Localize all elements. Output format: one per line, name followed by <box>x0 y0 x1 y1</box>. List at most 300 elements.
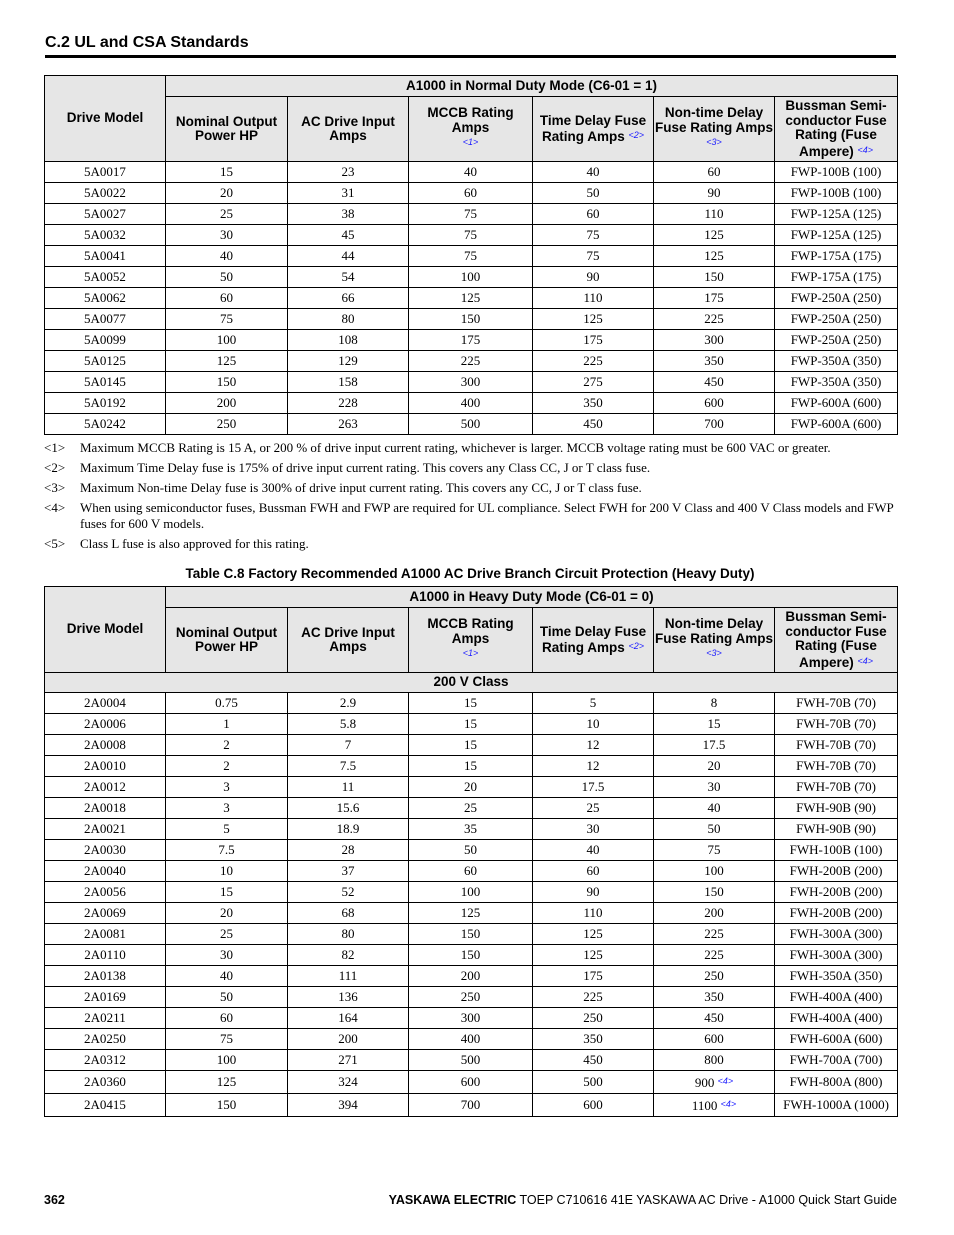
cell-value: FWH-700A (700) <box>789 1052 883 1067</box>
cell-value: 2 <box>223 737 230 752</box>
cell-value: 25 <box>586 800 600 815</box>
table-cell <box>654 1071 775 1094</box>
cell-value: 75 <box>464 227 477 242</box>
table-cell <box>288 714 409 735</box>
cell-value: 35 <box>464 821 477 836</box>
cell-value: 60 <box>464 863 477 878</box>
table-cell <box>288 288 409 309</box>
table-cell <box>166 1071 288 1094</box>
table-cell <box>775 393 898 414</box>
cell-value: 60 <box>707 164 721 179</box>
table-cell <box>166 945 288 966</box>
cell-value: 31 <box>341 185 355 200</box>
footnote-ref-link[interactable]: <3> <box>706 648 722 659</box>
cell-value: 60 <box>464 185 477 200</box>
table-cell <box>654 225 775 246</box>
table-cell <box>409 840 533 861</box>
table-cell <box>166 393 288 414</box>
cell-value: FWH-70B (70) <box>796 737 876 752</box>
table-cell <box>288 819 409 840</box>
cell-value: 54 <box>341 269 355 284</box>
cell-value: 3 <box>223 779 230 794</box>
cell-value: FWP-175A (175) <box>790 248 882 263</box>
cell-value: 164 <box>338 1010 358 1025</box>
header-nominal-output: Nominal Output Power HP <box>166 608 288 673</box>
cell-value: 75 <box>464 206 477 221</box>
table-cell <box>533 987 654 1008</box>
cell-value: 30 <box>220 227 233 242</box>
normal-duty-table-body <box>45 162 898 435</box>
table-cell <box>45 1094 166 1117</box>
footnote-ref-link[interactable]: <1> <box>462 137 479 148</box>
table-row <box>45 756 898 777</box>
table-cell <box>288 1008 409 1029</box>
table-cell <box>775 225 898 246</box>
cell-value: FWP-250A (250) <box>790 332 882 347</box>
table-cell <box>45 903 166 924</box>
table-cell <box>533 882 654 903</box>
cell-value: 300 <box>460 374 481 389</box>
cell-value: 600 <box>460 1074 481 1089</box>
cell-value: 150 <box>460 926 481 941</box>
table-cell <box>166 756 288 777</box>
table-cell <box>45 714 166 735</box>
table-cell <box>166 798 288 819</box>
table-caption: Table C.8 Factory Recommended A1000 AC Drive Branch Circuit Protection (Heavy Duty) <box>185 566 755 581</box>
cell-value: 5 <box>223 821 230 836</box>
header-nominal-output: Nominal Output Power HP <box>166 97 288 162</box>
cell-value: 2A0010 <box>84 758 126 773</box>
cell-value: 20 <box>220 905 233 920</box>
table-cell <box>45 246 166 267</box>
table-row <box>45 330 898 351</box>
table-cell <box>775 714 898 735</box>
footnote-ref-link[interactable]: <1> <box>462 648 479 659</box>
table-cell <box>166 693 288 714</box>
table-cell <box>775 288 898 309</box>
cell-value: 5A0032 <box>84 227 126 242</box>
cell-value: FWP-250A (250) <box>790 311 882 326</box>
table-row <box>45 819 898 840</box>
cell-value: 10 <box>220 863 233 878</box>
footnote-ref-link[interactable]: <4> <box>720 1099 737 1109</box>
cell-value: 5A0125 <box>84 353 126 368</box>
table-cell <box>45 288 166 309</box>
header-ac-input: AC Drive Input Amps <box>288 608 409 673</box>
table-cell <box>45 267 166 288</box>
table-cell <box>775 777 898 798</box>
header-drive-model: Drive Model <box>45 76 166 162</box>
table-cell <box>45 330 166 351</box>
cell-value: 400 <box>460 1031 481 1046</box>
table-cell <box>409 1094 533 1117</box>
footnote-ref-link[interactable]: <4> <box>857 655 874 666</box>
cell-value: 40 <box>586 842 600 857</box>
header-time-delay-label: Time Delay Fuse Rating Amps <box>539 623 647 655</box>
cell-value: FWH-800A (800) <box>789 1074 883 1089</box>
footnote <box>44 460 900 476</box>
cell-value: 150 <box>704 884 724 899</box>
table-cell <box>409 987 533 1008</box>
table-cell <box>654 903 775 924</box>
cell-value: 2A0021 <box>84 821 126 836</box>
table-cell <box>166 351 288 372</box>
cell-value: 15 <box>464 737 477 752</box>
table-cell <box>288 777 409 798</box>
table-cell <box>533 840 654 861</box>
table-cell <box>45 1029 166 1050</box>
table-row <box>45 183 898 204</box>
table-row <box>45 267 898 288</box>
table-cell <box>166 183 288 204</box>
cell-value: FWH-70B (70) <box>796 779 876 794</box>
header-mccb <box>409 608 533 673</box>
table-row <box>45 882 898 903</box>
cell-value: 500 <box>583 1074 603 1089</box>
table-cell <box>654 714 775 735</box>
table-cell <box>288 987 409 1008</box>
cell-value: 40 <box>586 164 600 179</box>
table-cell <box>533 903 654 924</box>
cell-value: FWH-70B (70) <box>796 695 876 710</box>
footnote <box>44 480 900 496</box>
cell-value: 12 <box>586 758 600 773</box>
table-cell <box>288 693 409 714</box>
cell-value: 600 <box>704 1031 724 1046</box>
footnote-ref-link[interactable]: <4> <box>717 1076 734 1086</box>
table-cell <box>654 267 775 288</box>
cell-value: 30 <box>586 821 600 836</box>
table-cell <box>288 798 409 819</box>
cell-value: 40 <box>220 248 233 263</box>
cell-value: 125 <box>704 248 724 263</box>
table-cell <box>654 819 775 840</box>
footnote-text: Maximum Time Delay fuse is 175% of drive input current rating. This covers any Class CC, J or T class fuse. <box>80 460 651 475</box>
table-cell <box>654 246 775 267</box>
table-cell <box>166 861 288 882</box>
table-cell <box>654 966 775 987</box>
cell-value: 600 <box>704 395 724 410</box>
cell-value: 125 <box>704 227 724 242</box>
cell-value: FWH-90B (90) <box>796 800 876 815</box>
table-cell <box>533 756 654 777</box>
cell-value: 90 <box>586 269 600 284</box>
table-cell <box>775 798 898 819</box>
cell-value: FWP-600A (600) <box>790 395 882 410</box>
table-row <box>45 246 898 267</box>
cell-value: 5A0145 <box>84 374 126 389</box>
table-row <box>45 1050 898 1071</box>
cell-value: 2A0006 <box>84 716 126 731</box>
page-number: 362 <box>44 1193 65 1207</box>
table-cell <box>409 267 533 288</box>
table-cell <box>775 987 898 1008</box>
table-cell <box>166 966 288 987</box>
table-cell <box>409 798 533 819</box>
cell-value: FWH-200B (200) <box>789 884 883 899</box>
cell-value: 150 <box>216 1097 237 1112</box>
footnote <box>44 440 900 456</box>
cell-value: 80 <box>341 926 355 941</box>
header-non-time-delay-label: Non-time Delay Fuse Rating Amps <box>654 616 773 646</box>
table-row <box>45 735 898 756</box>
cell-value: 2A0169 <box>84 989 126 1004</box>
cell-value: 500 <box>460 416 481 431</box>
table-cell <box>45 393 166 414</box>
cell-value: 75 <box>707 842 721 857</box>
normal-duty-table <box>44 75 898 435</box>
table-cell <box>775 735 898 756</box>
cell-value: 18.9 <box>336 821 360 836</box>
cell-value: FWH-350A (350) <box>789 968 883 983</box>
header-mccb-label: MCCB Rating Amps <box>427 105 514 135</box>
table-row <box>45 861 898 882</box>
cell-value: 400 <box>460 395 481 410</box>
table-cell <box>409 1071 533 1094</box>
cell-value: 3 <box>223 800 230 815</box>
table-cell <box>288 966 409 987</box>
header-time-delay <box>533 97 654 162</box>
footer-brand: YASKAWA ELECTRIC <box>388 1193 517 1207</box>
header-non-time-delay <box>654 97 775 162</box>
table-cell <box>533 1008 654 1029</box>
cell-value: 350 <box>704 989 724 1004</box>
cell-value: FWH-400A (400) <box>789 989 883 1004</box>
table-row <box>45 924 898 945</box>
table-cell <box>533 351 654 372</box>
table-cell <box>288 1050 409 1071</box>
table-cell <box>409 393 533 414</box>
table-row <box>45 288 898 309</box>
table-row <box>45 798 898 819</box>
table-cell <box>409 288 533 309</box>
header-time-delay <box>533 608 654 673</box>
cell-value: 450 <box>583 416 603 431</box>
table-cell <box>775 945 898 966</box>
table-cell <box>775 756 898 777</box>
table-cell <box>409 1008 533 1029</box>
cell-value: 2A0360 <box>84 1074 126 1089</box>
table-row <box>45 162 898 183</box>
footnote-tag: <1> <box>44 440 66 455</box>
cell-value: 20 <box>220 185 233 200</box>
cell-value: 100 <box>460 884 481 899</box>
cell-value: 82 <box>341 947 355 962</box>
footnote-text: Maximum MCCB Rating is 15 A, or 200 % of drive input current rating, whichever is larger. MCCB voltage rating must be 600 VAC or greater. <box>80 440 831 455</box>
table-cell <box>654 1008 775 1029</box>
footnote-ref-link[interactable]: <2> <box>628 641 645 651</box>
cell-value: 15 <box>220 884 233 899</box>
table-cell <box>775 162 898 183</box>
voltage-class-header: 200 V Class <box>45 673 898 693</box>
table-cell <box>288 924 409 945</box>
cell-value: 100 <box>704 863 724 878</box>
cell-value: 225 <box>704 311 724 326</box>
cell-value: 271 <box>338 1052 358 1067</box>
table-cell <box>533 309 654 330</box>
header-mccb-label: MCCB Rating Amps <box>427 616 514 646</box>
cell-value: FWH-1000A (1000) <box>783 1097 889 1112</box>
table-cell <box>775 330 898 351</box>
table-cell <box>45 372 166 393</box>
table-cell <box>775 903 898 924</box>
cell-value: 52 <box>341 884 355 899</box>
table-cell <box>533 945 654 966</box>
cell-value: 50 <box>220 269 233 284</box>
table-cell <box>288 309 409 330</box>
table-cell <box>533 330 654 351</box>
header-non-time-delay <box>654 608 775 673</box>
cell-value: 225 <box>583 353 603 368</box>
cell-value: 0.75 <box>215 695 238 710</box>
footer-doc-info <box>389 1193 897 1207</box>
cell-value: FWH-600A (600) <box>789 1031 883 1046</box>
cell-value: 250 <box>460 989 481 1004</box>
cell-value: FWP-175A (175) <box>790 269 882 284</box>
table-row <box>45 1008 898 1029</box>
table-cell <box>654 183 775 204</box>
table-cell <box>654 309 775 330</box>
table-cell <box>409 414 533 435</box>
cell-value: 100 <box>216 332 237 347</box>
cell-value: 200 <box>338 1031 358 1046</box>
cell-value: 2A0138 <box>84 968 126 983</box>
table-cell <box>409 351 533 372</box>
table-cell <box>533 777 654 798</box>
cell-value: FWH-70B (70) <box>796 758 876 773</box>
cell-value: 108 <box>338 332 358 347</box>
table-cell <box>166 1029 288 1050</box>
cell-value: 2A0211 <box>84 1010 126 1025</box>
footnote-tag: <2> <box>44 460 66 475</box>
table-cell <box>533 714 654 735</box>
table-cell <box>166 777 288 798</box>
cell-value: 175 <box>704 290 724 305</box>
cell-value: FWH-300A (300) <box>789 926 883 941</box>
table-row <box>45 945 898 966</box>
table-cell <box>654 1050 775 1071</box>
cell-value: 450 <box>704 1010 724 1025</box>
cell-value: 5A0242 <box>84 416 126 431</box>
table-cell <box>409 309 533 330</box>
footnote-ref-link[interactable]: <2> <box>628 130 645 140</box>
table-cell <box>166 1050 288 1071</box>
table-cell <box>45 414 166 435</box>
cell-value: 228 <box>338 395 358 410</box>
table-cell <box>654 162 775 183</box>
table-cell <box>775 882 898 903</box>
table-cell <box>654 693 775 714</box>
table-cell <box>409 330 533 351</box>
table-cell <box>166 309 288 330</box>
cell-value: 40 <box>707 800 721 815</box>
cell-value: FWH-70B (70) <box>796 716 876 731</box>
cell-value: 125 <box>583 947 603 962</box>
table-row <box>45 987 898 1008</box>
table-row <box>45 393 898 414</box>
cell-value: 1100 <box>691 1098 718 1113</box>
cell-value: 45 <box>341 227 355 242</box>
cell-value: 150 <box>460 947 481 962</box>
table-cell <box>45 309 166 330</box>
table-cell <box>775 246 898 267</box>
footnote <box>44 536 900 552</box>
table-cell <box>166 714 288 735</box>
table-cell <box>409 714 533 735</box>
table-cell <box>409 1029 533 1050</box>
cell-value: 5A0099 <box>84 332 126 347</box>
cell-value: FWP-350A (350) <box>790 374 882 389</box>
cell-value: FWH-200B (200) <box>789 905 883 920</box>
cell-value: 125 <box>460 905 481 920</box>
cell-value: 5A0017 <box>84 164 126 179</box>
table-cell <box>288 903 409 924</box>
table-cell <box>409 819 533 840</box>
table-cell <box>533 735 654 756</box>
table-cell <box>409 924 533 945</box>
table-cell <box>45 798 166 819</box>
table-cell <box>654 1029 775 1050</box>
cell-value: 15 <box>707 716 721 731</box>
table-cell <box>45 225 166 246</box>
footnote-ref-link[interactable]: <4> <box>857 144 874 155</box>
table-row <box>45 903 898 924</box>
cell-value: 50 <box>586 185 600 200</box>
table-cell <box>288 1071 409 1094</box>
table-cell <box>45 1071 166 1094</box>
footnote-tag: <5> <box>44 536 66 551</box>
cell-value: 30 <box>707 779 721 794</box>
cell-value: 2A0081 <box>84 926 126 941</box>
cell-value: 60 <box>220 290 233 305</box>
table-cell <box>45 966 166 987</box>
table-cell <box>409 372 533 393</box>
table-cell <box>166 924 288 945</box>
table-cell <box>166 414 288 435</box>
cell-value: 60 <box>586 863 600 878</box>
header-ac-input: AC Drive Input Amps <box>288 97 409 162</box>
cell-value: 75 <box>586 227 600 242</box>
footer-doc-title: TOEP C710616 41E YASKAWA AC Drive - A1000 Quick Start Guide <box>516 1193 897 1207</box>
table-cell <box>775 924 898 945</box>
cell-value: 7 <box>344 737 352 752</box>
footnote-ref-link[interactable]: <3> <box>706 137 722 148</box>
cell-value: 2A0018 <box>84 800 126 815</box>
cell-value: 15 <box>464 695 477 710</box>
table-cell <box>166 204 288 225</box>
cell-value: 66 <box>341 290 355 305</box>
table-cell <box>166 903 288 924</box>
table-row <box>45 204 898 225</box>
cell-value: 450 <box>583 1052 603 1067</box>
cell-value: 100 <box>460 269 481 284</box>
table-cell <box>533 798 654 819</box>
table-cell <box>166 987 288 1008</box>
cell-value: 125 <box>583 926 603 941</box>
cell-value: 900 <box>694 1075 715 1090</box>
table-cell <box>533 183 654 204</box>
table-cell <box>775 1071 898 1094</box>
table-cell <box>45 987 166 1008</box>
heavy-duty-table <box>44 586 898 1117</box>
footnote-text: When using semiconductor fuses, Bussman FWH and FWP are required for UL compliance. Select FWH for 200 V Class and 400 V Class models and FWP fuses for 600 V models. <box>80 500 894 531</box>
cell-value: FWP-100B (100) <box>790 185 882 200</box>
header-bussman <box>775 97 898 162</box>
header-non-time-delay-label: Non-time Delay Fuse Rating Amps <box>654 105 773 135</box>
table-row <box>45 309 898 330</box>
table-cell <box>288 225 409 246</box>
cell-value: 275 <box>583 374 603 389</box>
